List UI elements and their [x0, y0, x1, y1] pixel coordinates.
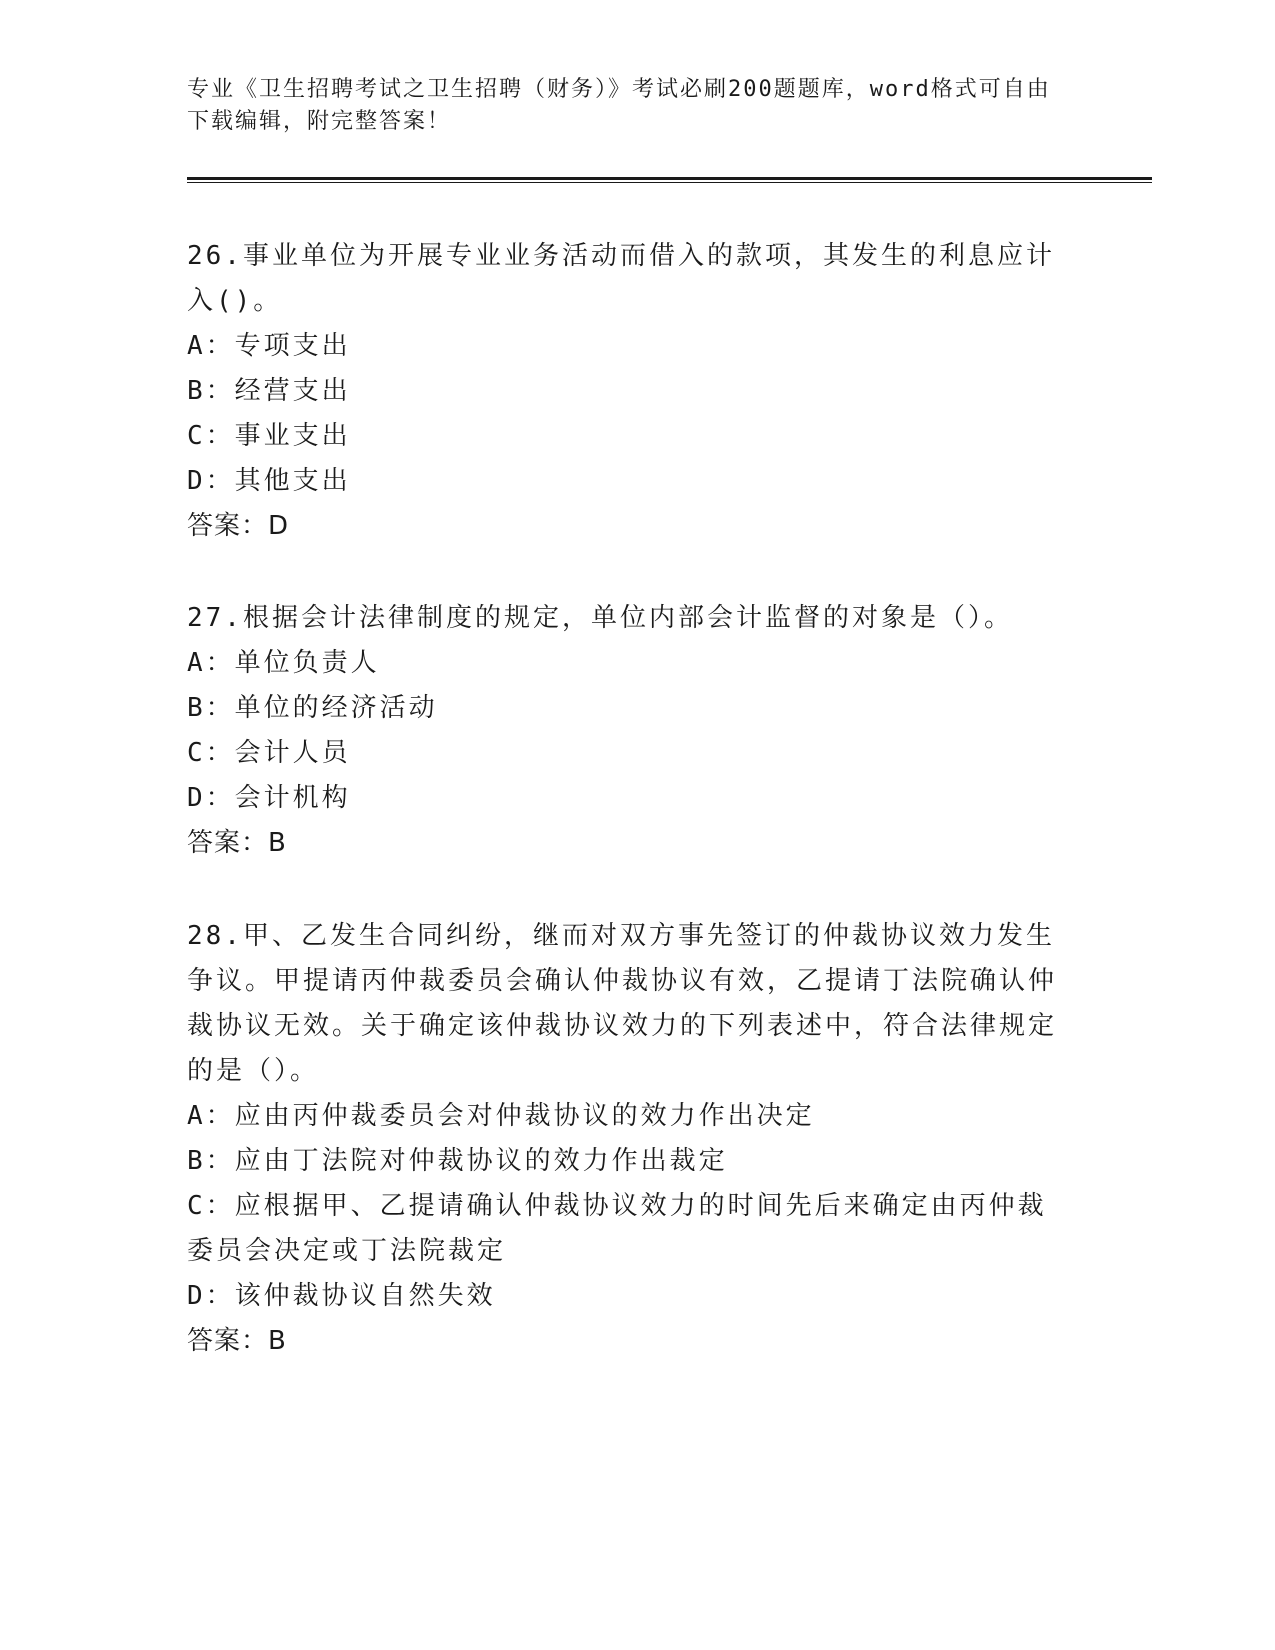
answer: 答案：D	[187, 511, 290, 541]
question-28	[187, 914, 1067, 1364]
question-27	[187, 596, 1067, 866]
header-divider-thin	[187, 182, 1152, 183]
option-b: B：单位的经济活动	[187, 693, 438, 723]
option-d: D：该仲裁协议自然失效	[187, 1281, 496, 1311]
option-c: C：应根据甲、乙提请确认仲裁协议效力的时间先后来确定由丙仲裁委员会决定或丁法院裁定	[187, 1191, 1047, 1266]
answer: 答案：B	[187, 1326, 287, 1356]
option-b: B：应由丁法院对仲裁协议的效力作出裁定	[187, 1146, 728, 1176]
document-header: 专业《卫生招聘考试之卫生招聘（财务）》考试必刷200题题库，word格式可自由下载编辑，附完整答案！	[187, 77, 1051, 134]
option-a: A：应由丙仲裁委员会对仲裁协议的效力作出决定	[187, 1101, 815, 1131]
option-b: B：经营支出	[187, 376, 351, 406]
question-stem: 28.甲、乙发生合同纠纷，继而对双方事先签订的仲裁协议效力发生争议。甲提请丙仲裁委员会确认仲裁协议有效，乙提请丁法院确认仲裁协议无效。关于确定该仲裁协议效力的下列表述中，符合法律规定的是（）。	[187, 921, 1058, 1086]
option-d: D：会计机构	[187, 783, 351, 813]
option-d: D：其他支出	[187, 466, 351, 496]
answer: 答案：B	[187, 828, 287, 858]
option-c: C：会计人员	[187, 738, 351, 768]
header-divider-thick	[187, 177, 1152, 180]
question-26	[187, 234, 1067, 549]
question-stem: 26.事业单位为开展专业业务活动而借入的款项，其发生的利息应计入()。	[187, 241, 1055, 316]
option-a: A：专项支出	[187, 331, 351, 361]
question-stem: 27.根据会计法律制度的规定，单位内部会计监督的对象是（）。	[187, 603, 1013, 633]
option-c: C：事业支出	[187, 421, 351, 451]
option-a: A：单位负责人	[187, 648, 380, 678]
